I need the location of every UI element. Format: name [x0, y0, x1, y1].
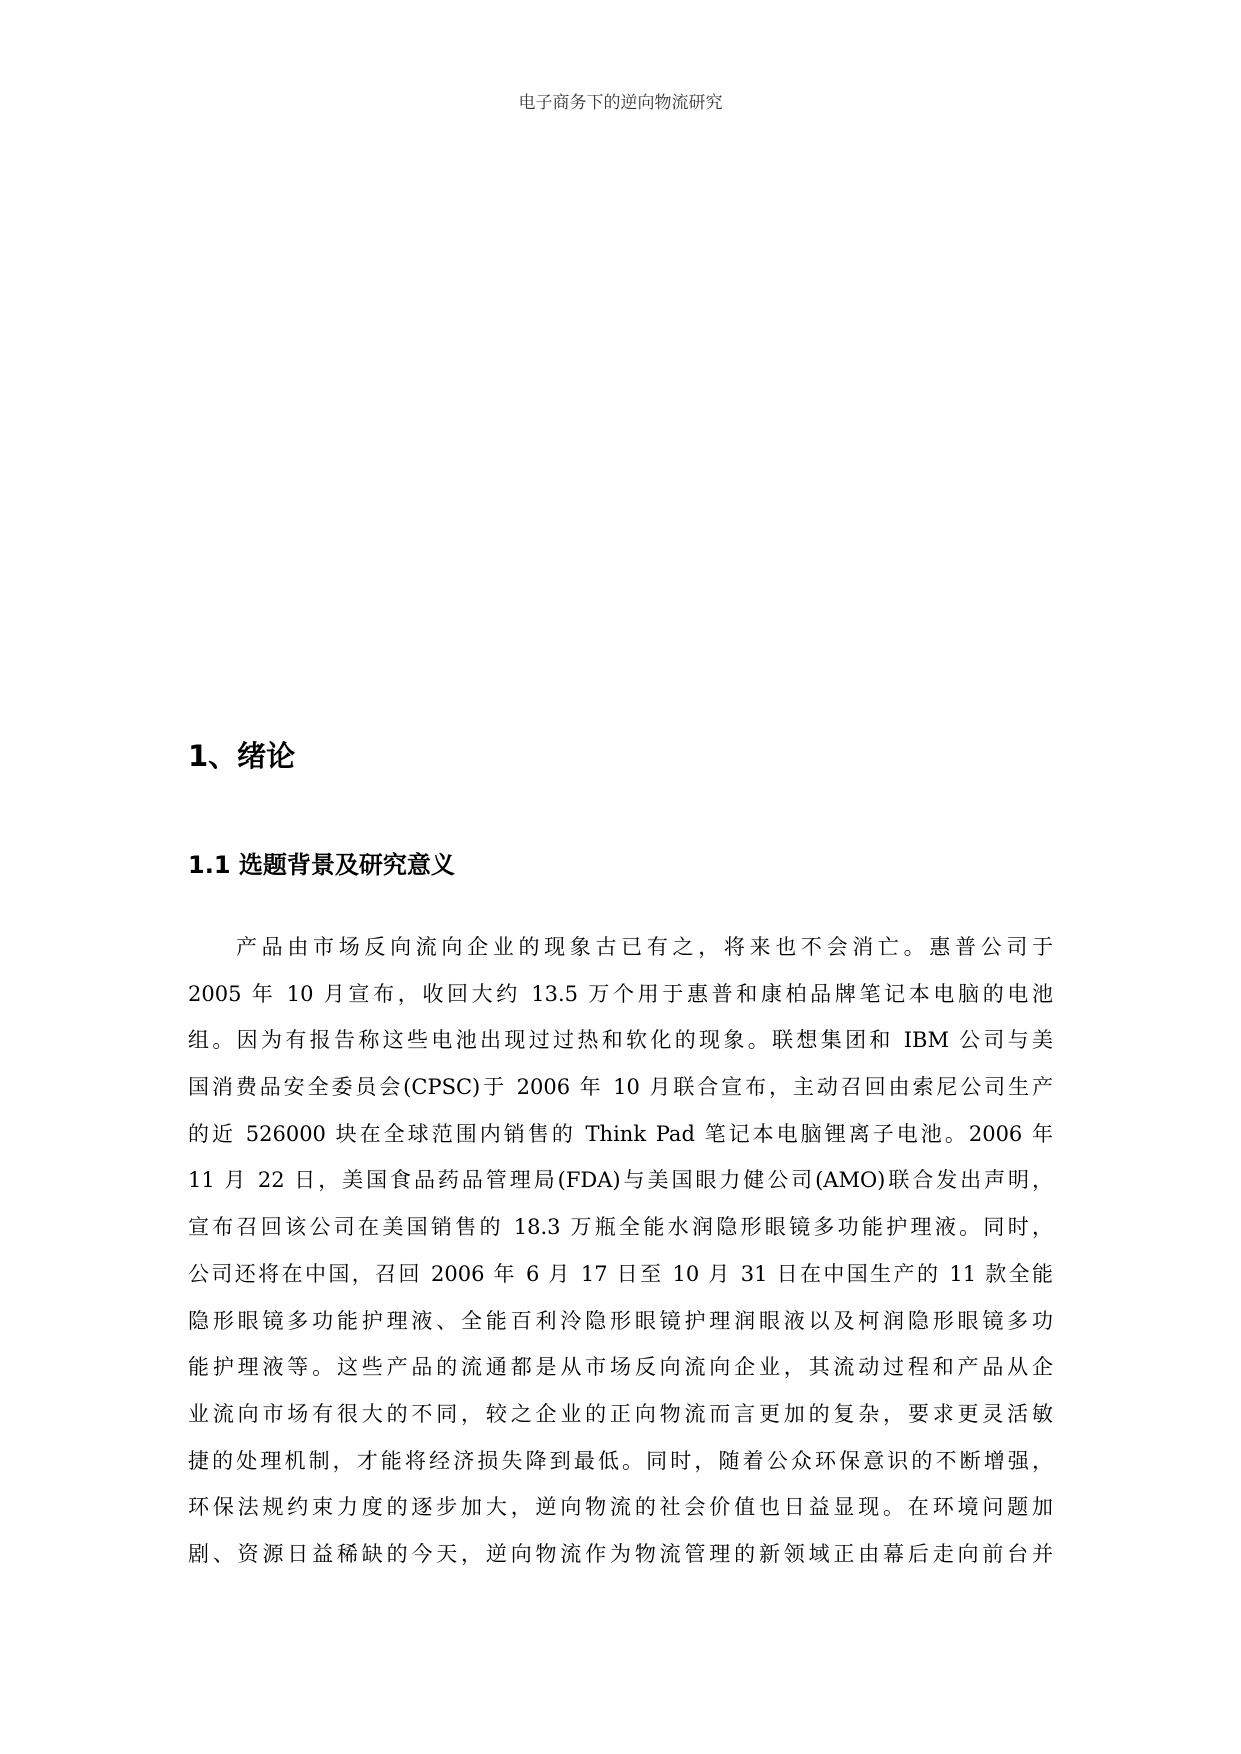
paragraph-line: 业流向市场有很大的不同，较之企业的正向物流而言更加的复杂，要求更灵活敏 [188, 1401, 1053, 1426]
paragraph-line: 2005 年 10 月宣布，收回大约 13.5 万个用于惠普和康柏品牌笔记本电脑的电池 [188, 981, 1053, 1006]
section-heading: 1.1 选题背景及研究意义 [188, 851, 455, 879]
paragraph-line: 隐形眼镜多功能护理液、全能百利泠隐形眼镜护理润眼液以及柯润隐形眼镜多功 [188, 1308, 1053, 1333]
running-header: 电子商务下的逆向物流研究 [518, 93, 723, 113]
body-paragraph [188, 924, 1053, 1578]
paragraph-line: 公司还将在中国，召回 2006 年 6 月 17 日至 10 月 31 日在中国生产的 11 款全能 [188, 1261, 1053, 1286]
paragraph-line: 产品由市场反向流向企业的现象古已有之，将来也不会消亡。惠普公司于 [236, 935, 1053, 959]
paragraph-line: 捷的处理机制，才能将经济损失降到最低。同时，随着公众环保意识的不断增强， [188, 1448, 1053, 1473]
chapter-heading: 1、绪论 [188, 739, 296, 773]
paragraph-line: 组。因为有报告称这些电池出现过过热和软化的现象。联想集团和 IBM 公司与美 [188, 1028, 1053, 1053]
paragraph-line: 能护理液等。这些产品的流通都是从市场反向流向企业，其流动过程和产品从企 [188, 1355, 1053, 1380]
paragraph-line: 的近 526000 块在全球范围内销售的 Think Pad 笔记本电脑锂离子电池。2006 年 [188, 1121, 1053, 1146]
paragraph-line: 环保法规约束力度的逐步加大，逆向物流的社会价值也日益显现。在环境问题加 [188, 1495, 1053, 1520]
paragraph-line: 宣布召回该公司在美国销售的 18.3 万瓶全能水润隐形眼镜多功能护理液。同时， [188, 1215, 1053, 1240]
paragraph-line: 国消费品安全委员会(CPSC)于 2006 年 10 月联合宣布，主动召回由索尼公司生产 [188, 1075, 1053, 1100]
paragraph-line: 11 月 22 日，美国食品药品管理局(FDA)与美国眼力健公司(AMO)联合发出声明， [188, 1168, 1053, 1193]
paragraph-line: 剧、资源日益稀缺的今天，逆向物流作为物流管理的新领域正由幕后走向前台并 [188, 1541, 1053, 1566]
